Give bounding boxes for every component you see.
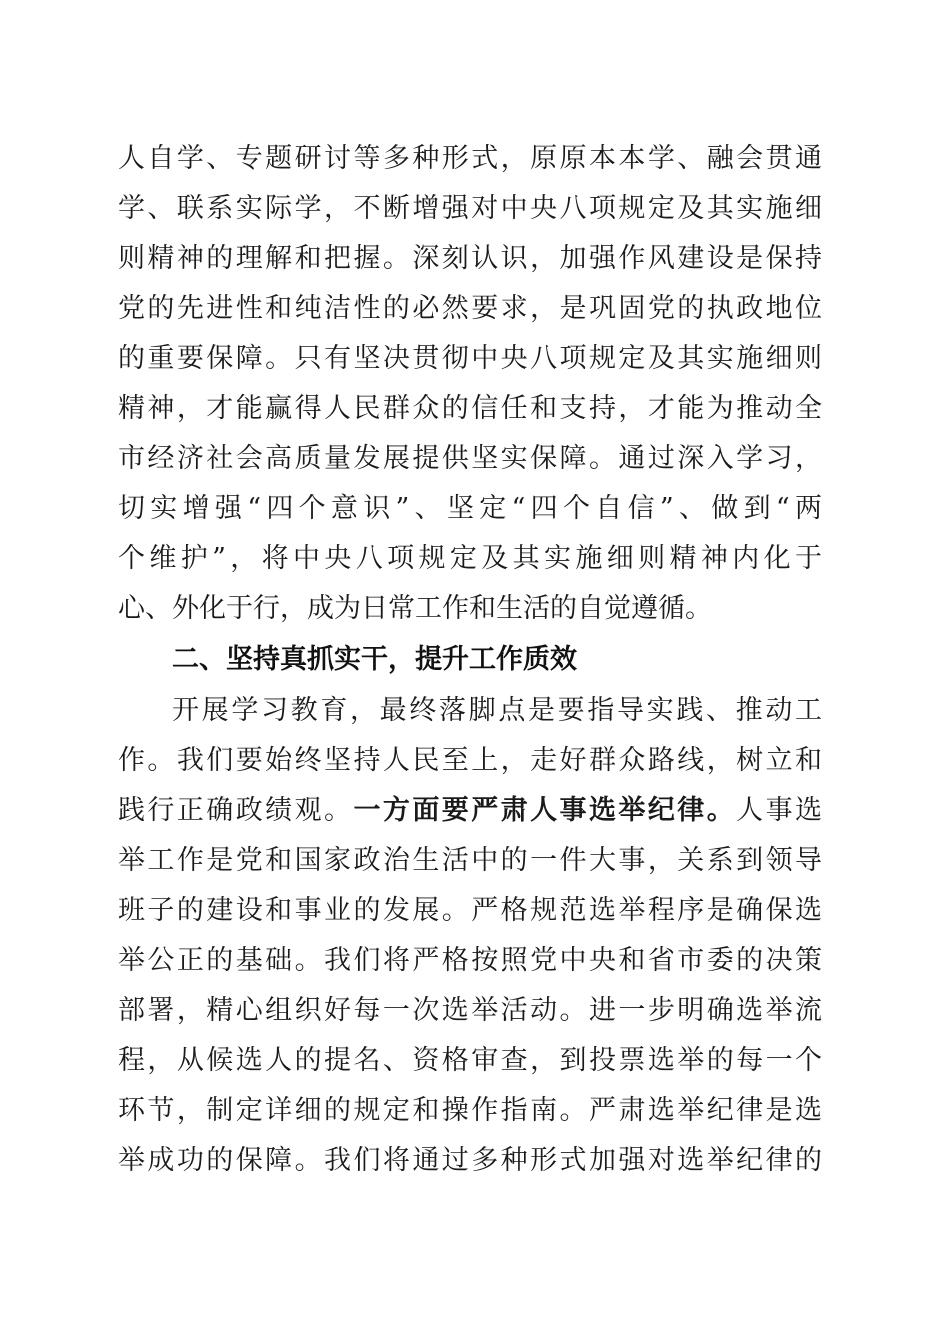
body-text-line: 精神，才能赢得人民群众的信任和支持，才能为推动全 — [118, 393, 822, 424]
body-text-line: 举公正的基础。我们将严格按照党中央和省市委的决策 — [118, 945, 822, 976]
body-text-line: 个维护”，将中央八项规定及其实施细则精神内化于 — [118, 543, 822, 574]
body-text-line: 班子的建设和事业的发展。严格规范选举程序是确保选 — [118, 895, 822, 926]
body-text-segment: 人事选 — [736, 795, 823, 826]
body-text-line: 则精神的理解和把握。深刻认识，加强作风建设是保持 — [118, 243, 822, 274]
body-text-line: 程，从候选人的提名、资格审查，到投票选举的每一个 — [118, 1045, 822, 1076]
body-text-line: 的重要保障。只有坚决贯彻中央八项规定及其实施细则 — [118, 343, 822, 374]
body-text-line: 部署，精心组织好每一次选举活动。进一步明确选举流 — [118, 995, 822, 1026]
body-text-line: 开展学习教育，最终落脚点是要指导实践、推动工 — [172, 695, 822, 726]
body-text-line-mixed — [118, 786, 822, 836]
body-text-line: 举成功的保障。我们将通过多种形式加强对选举纪律的 — [118, 1145, 822, 1176]
emphasis-text: 一方面要严肃人事选举纪律。 — [353, 795, 737, 826]
body-text-line: 切实增强“四个意识”、坚定“四个自信”、做到“两 — [118, 493, 822, 524]
section-heading: 二、坚持真抓实干，提升工作质效 — [172, 644, 577, 675]
body-text-line: 作。我们要始终坚持人民至上，走好群众路线，树立和 — [118, 745, 822, 776]
body-text-line: 党的先进性和纯洁性的必然要求，是巩固党的执政地位 — [118, 293, 822, 324]
body-text-line: 市经济社会高质量发展提供坚实保障。通过深入学习， — [118, 443, 822, 474]
body-text-line: 举工作是党和国家政治生活中的一件大事，关系到领导 — [118, 845, 822, 876]
body-text-line: 心、外化于行，成为日常工作和生活的自觉遵循。 — [118, 593, 712, 624]
body-text-line: 环节，制定详细的规定和操作指南。严肃选举纪律是选 — [118, 1095, 822, 1126]
body-text-segment: 践行正确政绩观。 — [118, 795, 354, 826]
body-text-line: 人自学、专题研讨等多种形式，原原本本学、融会贯通 — [118, 143, 822, 174]
body-text-line: 学、联系实际学，不断增强对中央八项规定及其实施细 — [118, 193, 822, 224]
